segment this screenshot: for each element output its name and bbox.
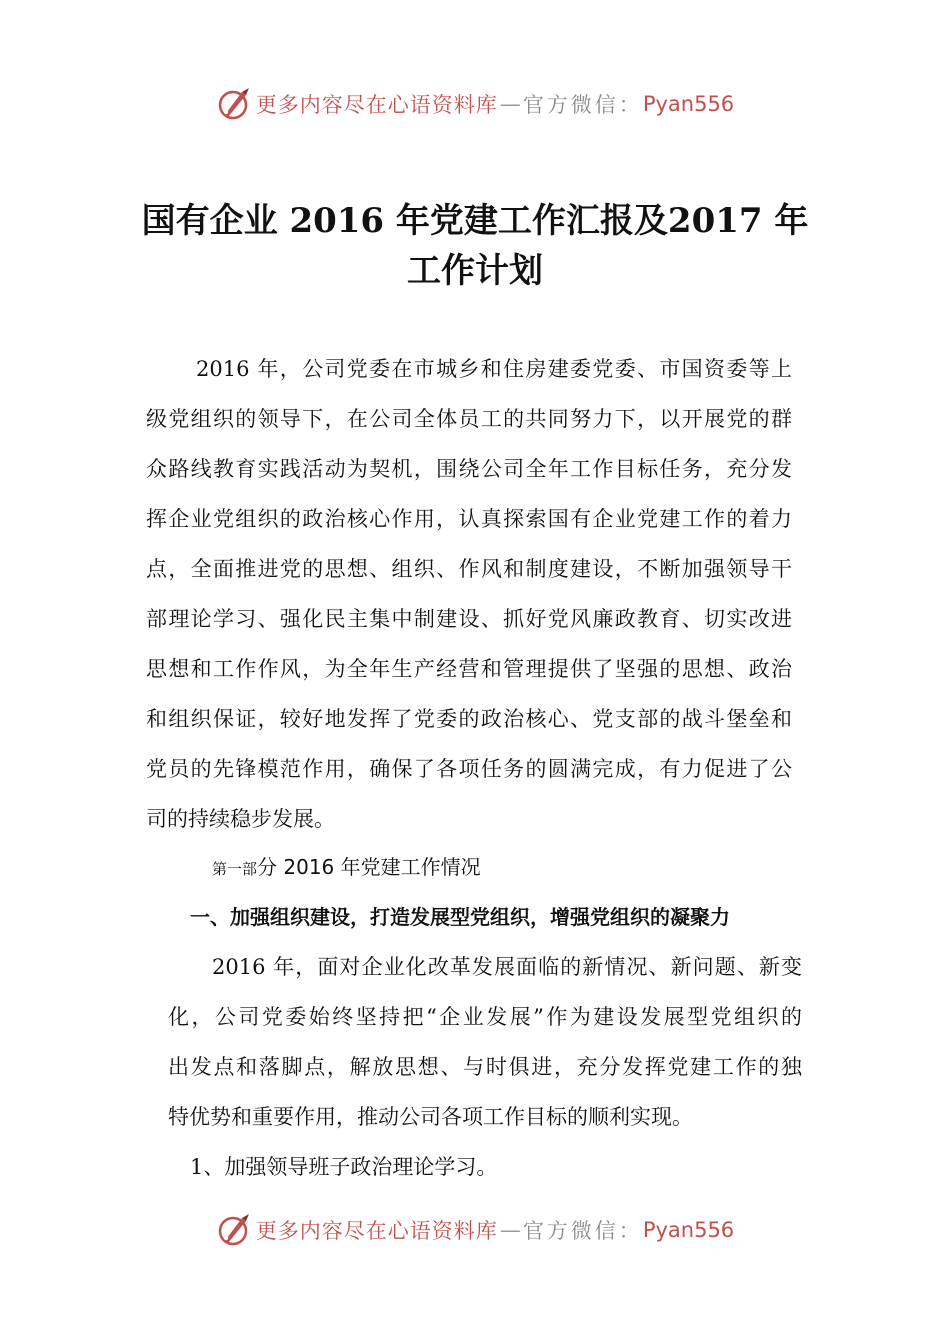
- paragraph-line: 级党组织的领导下，在公司全体员工的共同努力下，以开展党的群: [146, 407, 792, 431]
- paragraph-line: 特优势和重要作用，推动公司各项工作目标的顺利实现。: [168, 1105, 693, 1129]
- section-heading-rest: 分 2016 年党建工作情况: [257, 855, 481, 879]
- watermark-text: 更多内容尽在心语资料库: [255, 93, 498, 117]
- paragraph-line: 出发点和落脚点，解放思想、与时俱进，充分发挥党建工作的独: [168, 1055, 802, 1079]
- paragraph-line: 司的持续稳步发展。: [146, 807, 335, 831]
- watermark-wechat-id: Pyan556: [642, 92, 735, 116]
- paragraph-line: 点，全面推进党的思想、组织、作风和制度建设，不断加强领导干: [146, 557, 792, 581]
- list-item-1: 1、加强领导班子政治理论学习。: [190, 1155, 498, 1179]
- watermark-dash: —: [499, 1218, 521, 1242]
- paragraph-line: 思想和工作作风，为全年生产经营和管理提供了坚强的思想、政治: [146, 657, 792, 681]
- document-title-line-2: 工作计划: [407, 251, 543, 291]
- watermark-header: [0, 84, 950, 124]
- paragraph-line: 众路线教育实践活动为契机，围绕公司全年工作目标任务，充分发: [146, 457, 792, 481]
- watermark-text: 更多内容尽在心语资料库: [255, 1219, 498, 1243]
- paragraph-line: 和组织保证，较好地发挥了党委的政治核心、党支部的战斗堡垒和: [146, 707, 792, 731]
- watermark-official: 官方微信：: [522, 1219, 643, 1243]
- document-title-line-1: 国有企业 2016 年党建工作汇报及2017 年: [141, 201, 809, 241]
- watermark-footer: [0, 1210, 950, 1250]
- paragraph-line: 党员的先锋模范作用，确保了各项任务的圆满完成，有力促进了公: [146, 757, 792, 781]
- quill-pen-circle-icon: [216, 86, 252, 122]
- paragraph-line: 2016 年，公司党委在市城乡和住房建委党委、市国资委等上: [196, 357, 792, 381]
- subheading: 一、加强组织建设，打造发展型党组织，增强党组织的凝聚力: [190, 905, 730, 929]
- paragraph-line: 挥企业党组织的政治核心作用，认真探索国有企业党建工作的着力: [146, 507, 792, 531]
- paragraph-line: 化，公司党委始终坚持把“企业发展”作为建设发展型党组织的: [168, 1005, 802, 1029]
- quill-pen-circle-icon: [216, 1212, 252, 1248]
- watermark-official: 官方微信：: [522, 93, 643, 117]
- paragraph-line: 部理论学习、强化民主集中制建设、抓好党风廉政教育、切实改进: [146, 607, 792, 631]
- section-heading: [212, 852, 481, 884]
- watermark-dash: —: [499, 92, 521, 116]
- section-heading-prefix: 第一部: [212, 860, 258, 878]
- watermark-wechat-id: Pyan556: [642, 1218, 735, 1242]
- paragraph-line: 2016 年，面对企业化改革发展面临的新情况、新问题、新变: [212, 955, 802, 979]
